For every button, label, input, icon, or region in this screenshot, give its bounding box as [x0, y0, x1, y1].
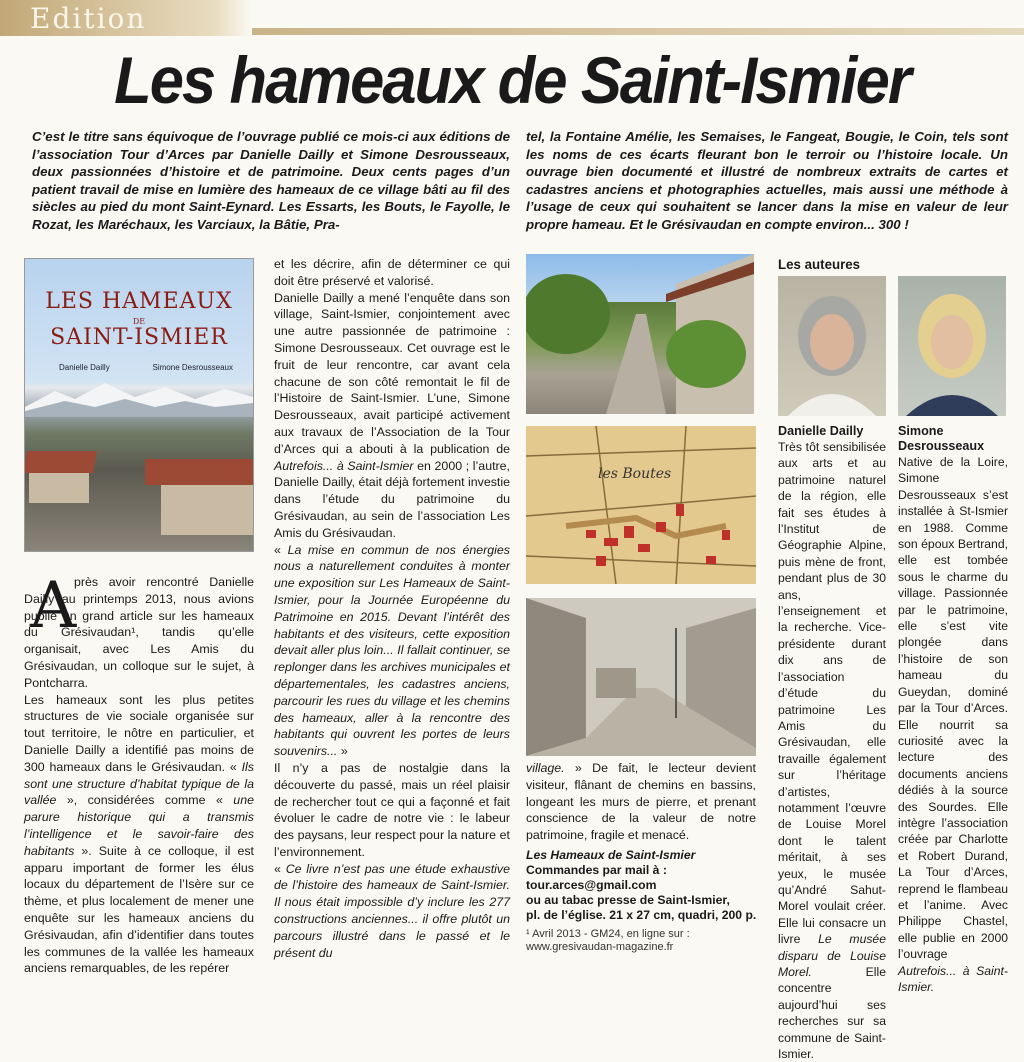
chapo-left: C’est le titre sans équivoque de l’ouvrage publié ce mois-ci aux éditions de l’association Tour d’Arces par Danielle Dailly et Simone Desrousseaux, deux passionnées d’histoire et de patrimoine. Deux cents pages d’un patient travail de mise en lumière des hameaux de ce village bâti au fil des siècles au pied du mont Saint-Eynard. Les Essarts, les Bouts, le Fayolle, le Rozat, les Maréchaux, les Varciaux, la Bâtie, Pra-	[32, 129, 510, 232]
col3-paragraph: village. » De fait, le lecteur devient visiteur, flânant de chemins en bassins, longeant les murs de pierre, et prenant conscience de la valeur de notre patrimoine, fragile et menacé.	[526, 761, 756, 843]
footnote-url: www.gresivaudan-magazine.fr	[526, 941, 674, 953]
author1-photo	[778, 276, 886, 416]
book-title-line2: SAINT-ISMIER	[50, 325, 228, 350]
book-author1: Danielle Dailly	[59, 363, 110, 372]
footnote-text: ¹ Avril 2013 - GM24, en ligne sur :	[526, 928, 690, 940]
village-street-photo	[526, 254, 754, 414]
col2-paragraph: Il n’y a pas de nostalgie dans la découverte du passé, mais un réel plaisir de rechercher tout ce qui a façonné et fait évoluer le cadre de notre vie : le labeur des paysans, leur respect pour la nature et l’environnement.	[274, 760, 510, 859]
street-illustration	[526, 254, 754, 414]
house-wall-shape	[29, 473, 89, 503]
column-3	[526, 760, 756, 844]
drop-cap: A	[30, 569, 77, 643]
order-line: ou au tabac presse de Saint-Ismier,	[526, 893, 730, 907]
order-line: pl. de l’église. 21 x 27 cm, quadri, 200 p.	[526, 908, 757, 922]
author2-photo	[898, 276, 1006, 416]
book-title-line1: LES HAMEAUX	[45, 289, 233, 314]
cadastre-map-image	[526, 426, 756, 584]
map-illustration	[526, 426, 756, 584]
book-cover-image	[24, 258, 254, 552]
author2-name: Simone	[898, 424, 944, 438]
header-rule	[252, 28, 1024, 35]
order-box	[526, 848, 758, 923]
col2-quote: « Ce livre n’est pas une étude exhaustive de l’histoire des hameaux de Saint-Ismier. Il nous était impossible d’y inclure les 277 constructions anciennes... il offre plutôt un parcours illustré dans le passé et le présent du	[274, 861, 510, 960]
book-title-de: DE	[132, 317, 146, 326]
map-label: les Boutes	[598, 466, 672, 482]
footnote	[526, 928, 758, 954]
author1-block	[778, 424, 886, 1062]
old-street-illustration	[526, 598, 756, 756]
order-email: tour.arces@gmail.com	[526, 878, 657, 892]
mountains-illustration	[25, 377, 253, 417]
author1-bio: Très tôt sensibilisée aux arts et au patrimoine naturel de la région, elle fait ses études à l’Institut de Géographie Alpine, puis mène de front, pendant plus de 30 ans, l’enseignement et la recherche. Vice-présidente durant dix ans de l’association d’étude du patrimoine Les Amis du Grésivaudan, elle travaille également sur l’héritage d’artistes, notamment l’œuvre de Louise Morel dont le talent méritait, à ses yeux, le musée qu’André Sahut-Morel voulait créer. Elle lui consacre un livre Le musée disparu de Louise Morel. Elle concentre aujourd’hui ses recherches sur sa commune de Saint-Ismier.	[778, 440, 886, 1062]
authors-heading: Les auteures	[778, 256, 861, 272]
column-1	[24, 569, 254, 977]
order-title: Les Hameaux de Saint-Ismier	[526, 848, 696, 862]
portrait-illustration	[898, 276, 1006, 416]
col1-paragraph: Les hameaux sont les plus petites structures de vie sociale organisée sur tout territoire, le nôtre en particulier, et Danielle Dailly a identifié pas moins de 300 hameaux dans le Grésivaudan. « Ils sont une structure d’habitat typique de la vallée », considérées comme « une parure historique qui a transmis l’intelligence et le savoir-faire des habitants ». Suite à ce colloque, il est apparu important de former les élus locaux du département de l’Isère sur ce thème, et plus localement de mener une enquête sur les hameaux anciens du Grésivaudan, afin d’identifier dans toutes les communes de la vallée les hameaux anciens remarquables, de les repérer	[24, 692, 254, 976]
section-label: Edition	[30, 2, 147, 35]
author2-block	[898, 424, 1008, 995]
col1-paragraph: près avoir rencontré Danielle Dailly au printemps 2013, nous avions publie un grand article sur les hameaux du Grésivaudan¹, tandis qu’elle organisait, avec Les Amis du Grésivaudan, un colloque sur le sujet, à Pontcharra.	[24, 575, 254, 690]
author2-name: Desrousseaux	[898, 439, 985, 453]
col2-quote: « La mise en commun de nos énergies nous a naturellement conduites à monter une exposition sur Les Hameaux de Saint-Ismier, pour la Journée Européenne du Patrimoine en 2015. Devant l’intérêt des habitants et des visiteurs, cette exposition devait aller plus loin... Il fallait continuer, se replonger dans les archives municipales et départementales, les cadastres anciens, parcourir les rues du village et les chemins des hameaux, aller à la rencontre des habitants qui ouvrent les portes de leurs souvenirs... »	[274, 542, 510, 759]
roof-shape	[24, 451, 97, 473]
portrait-illustration	[778, 276, 886, 416]
headline: Les hameaux de Saint-Ismier	[114, 43, 910, 117]
book-author2: Simone Desrousseaux	[152, 363, 233, 372]
col2-paragraph: Danielle Dailly a mené l’enquête dans son village, Saint-Ismier, conjointement avec une autre passionnée de patrimoine : Simone Desrousseaux. Cet ouvrage est le fruit de leur rencontre, car avant cela chacune de son côté remontait le fil de l’Histoire de Saint-Ismier. L’une, Simone Desrousseaux, avait participé activement aux travaux de l’Association de la Tour d’Arces qui a abouti à la publication de Autrefois... à Saint-Ismier en 2000 ; l’autre, Danielle Dailly, était déjà fortement investie dans l’étude du patrimoine du Grésivaudan, au sein de l’association Les Amis du Grésivaudan.	[274, 290, 510, 540]
col2-paragraph: et les décrire, afin de déterminer ce qui doit être préservé et valorisé.	[274, 257, 510, 288]
chapo-right: tel, la Fontaine Amélie, les Semaises, le Fangeat, Bougie, le Coin, tels sont les noms de ces écarts fleurant bon le terroir ou l’histoire locale. Un ouvrage bien documenté et illustré de nombreux extraits de cartes et cadastres anciens et photographies actuelles, mais aussi une méthode à l’usage de ceux qui souhaitent se lancer dans la mise en valeur de leur propre hameau. Et le Grésivaudan en compte environ... 300 !	[526, 129, 1008, 232]
house-wall-shape	[161, 485, 253, 535]
order-line: Commandes par mail à :	[526, 863, 667, 877]
author1-name: Danielle Dailly	[778, 424, 864, 438]
old-village-photo	[526, 598, 756, 756]
column-2	[274, 256, 510, 961]
section-label-band	[0, 0, 252, 36]
roof-shape	[145, 459, 253, 485]
author2-bio: Native de la Loire, Simone Desrousseaux s’est installée à St-Ismier en 1988. Comme son époux Bertrand, elle est tombée sous le charme du village. Passionnée par le patrimoine, elle s’est vite plongée dans l’histoire de son hameau du Gueydan, dominé par la Tour d’Arces. Elle nourrit sa curiosité avec la lecture des documents anciens dédiés à la source des Sourdes. Elle intègre l’association créée par Charlotte et Robert Durand, La Tour d’Arces, reprend le flambeau et l’anime. Avec Philippe Chastel, elle publie en 2000 l’ouvrage Autrefois... à Saint-Ismier.	[898, 455, 1008, 994]
